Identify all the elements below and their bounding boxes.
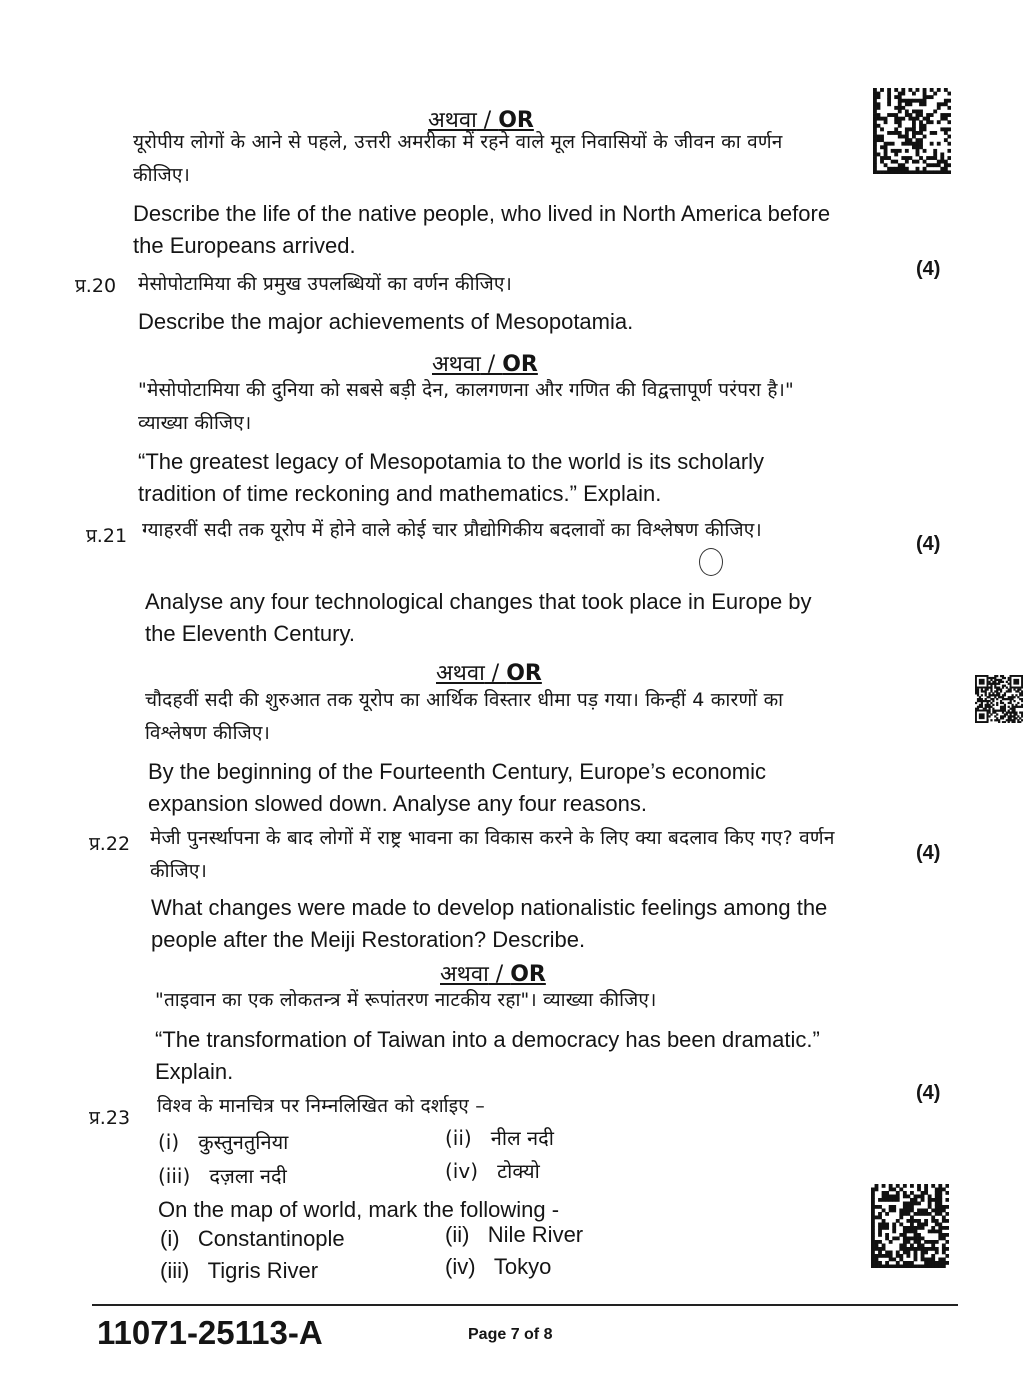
question-marks: (4)	[916, 1082, 941, 1104]
datamatrix-code-top	[873, 88, 951, 174]
q19-or-english-text: Describe the life of the native people, who lived in North America before the Europeans arrived.	[133, 201, 831, 258]
map-item-hindi: (ii) नील नदी	[445, 1126, 554, 1150]
page-number: Page 7 of 8	[468, 1326, 553, 1343]
question-number: प्र.22	[89, 833, 131, 855]
question-english-text: What changes were made to develop nationalistic feelings among the people after the Meiji Restoration? Describe.	[151, 895, 828, 952]
or-hindi-text: चौदहवीं सदी की शुरुआत तक यूरोप का आर्थिक विस्तार धीमा पड़ गया। किन्हीं 4 कारणों का विश्लेषण कीजिए।	[145, 689, 784, 744]
question-hindi-text: विश्व के मानचित्र पर निम्नलिखित को दर्शाइए –	[157, 1095, 485, 1117]
map-item-hindi: (iv) टोक्यो	[445, 1159, 540, 1183]
or-english-text: “The transformation of Taiwan into a democracy has been dramatic.” Explain.	[155, 1027, 820, 1084]
map-item-english: (ii) Nile River	[445, 1222, 584, 1247]
or-heading: अथवा / OR	[428, 108, 534, 133]
question-hindi-text: मेजी पुनर्स्थापना के बाद लोगों में राष्ट्र भावना का विकास करने के लिए क्या बदलाव किए गए? वर्णन कीजिए।	[150, 827, 835, 882]
map-item-hindi: (iii) दज़ला नदी	[158, 1164, 287, 1188]
handwritten-circle-mark	[699, 548, 723, 576]
question-marks: (4)	[916, 258, 941, 280]
question-number: प्र.20	[75, 275, 117, 297]
map-item-english: (iii) Tigris River	[160, 1258, 319, 1283]
map-item-hindi: (i) कुस्तुनतुनिया	[158, 1130, 289, 1154]
qr-code-side	[975, 675, 1023, 723]
or-hindi-text: "ताइवान का एक लोकतन्त्र में रूपांतरण नाटकीय रहा"। व्याख्या कीजिए।	[155, 989, 657, 1011]
or-label-english: OR	[498, 108, 534, 133]
footer-divider	[92, 1304, 958, 1306]
map-item-english: (i) Constantinople	[160, 1226, 345, 1251]
or-hindi-text: "मेसोपोटामिया की दुनिया को सबसे बड़ी देन, कालगणना और गणित की विद्वत्तापूर्ण परंपरा है।" व्याख्या कीजिए।	[138, 379, 794, 434]
question-english-text: Analyse any four technological changes that took place in Europe by the Eleventh Century.	[145, 589, 812, 646]
or-english-text: By the beginning of the Fourteenth Century, Europe’s economic expansion slowed down. Analyse any four reasons.	[148, 759, 767, 816]
or-label-hindi: अथवा	[428, 108, 477, 133]
q19-or-hindi-text: यूरोपीय लोगों के आने से पहले, उत्तरी अमरीका में रहने वाले मूल निवासियों के जीवन का वर्णन कीजिए।	[133, 131, 783, 186]
question-marks: (4)	[916, 842, 941, 864]
paper-code: 11071-25113-A	[97, 1314, 323, 1351]
question-marks: (4)	[916, 533, 941, 555]
or-english-text: “The greatest legacy of Mesopotamia to the world is its scholarly tradition of time reckoning and mathematics.” Explain.	[138, 449, 765, 506]
question-english-text: Describe the major achievements of Mesopotamia.	[138, 309, 634, 334]
datamatrix-code-bottom	[871, 1184, 949, 1268]
question-number: प्र.23	[89, 1107, 131, 1129]
question-english-text: On the map of world, mark the following -	[158, 1197, 560, 1222]
or-heading: अथवा / OR	[432, 352, 538, 377]
or-heading: अथवा / OR	[436, 661, 542, 686]
map-item-english: (iv) Tokyo	[445, 1254, 552, 1279]
or-heading: अथवा / OR	[440, 962, 546, 987]
question-number: प्र.21	[86, 525, 128, 547]
question-hindi-text: मेसोपोटामिया की प्रमुख उपलब्धियों का वर्णन कीजिए।	[138, 273, 513, 295]
question-hindi-text: ग्याहरवीं सदी तक यूरोप में होने वाले कोई चार प्रौद्योगिकीय बदलावों का विश्लेषण कीजिए।	[142, 519, 762, 541]
